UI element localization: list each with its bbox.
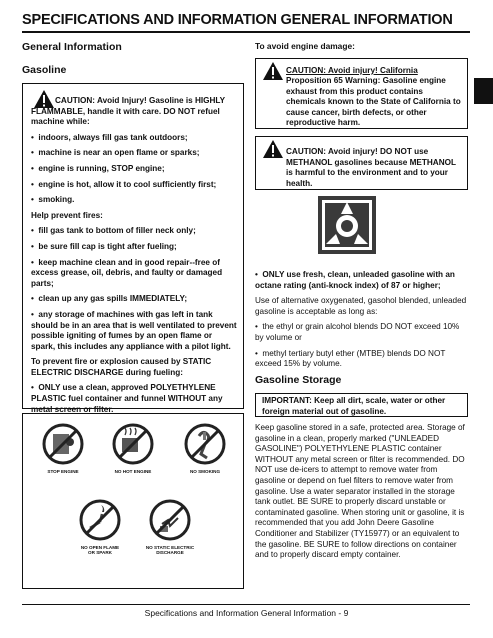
prop65-caution-heading: CAUTION: Avoid injury! California — [286, 66, 418, 75]
no-open-flame-label: NO OPEN FLAME OR SPARK — [80, 545, 120, 555]
gasoline-caution-box — [22, 83, 244, 414]
prop65-caution-box — [255, 58, 468, 129]
fire-bullet: • any storage of machines with gas left in tank should be in an area that is well ventilated to prevent possible igniting of fumes by an open flame or spark, this includes any appliance with a pilot light. — [31, 309, 237, 351]
no-static-electric-label: NO STATIC ELECTRIC DISCHARGE — [145, 545, 195, 555]
fire-bullet: • fill gas tank to bottom of filler neck only; — [31, 226, 196, 236]
unleaded-bullet: • ONLY use fresh, clean, unleaded gasoline with an octane rating (anti-knock index) of 87 or higher; — [255, 270, 455, 290]
safety-symbols-panel — [22, 413, 244, 589]
stop-engine-icon — [41, 422, 85, 466]
warning-triangle-icon — [262, 61, 284, 81]
environment-hazard-icon — [318, 196, 376, 254]
gasoline-heading: Gasoline — [22, 64, 67, 76]
ethyl-bullet: • the ethyl or grain alcohol blends DO NOT exceed 10% by volume or — [255, 322, 460, 342]
footer-rule — [22, 604, 470, 605]
no-hot-engine-label: NO HOT ENGINE — [114, 469, 152, 474]
fire-bullet: • keep machine clean and in good repair--free of excess grease, oil, debris, and faulty or damaged parts; — [31, 257, 223, 288]
stop-engine-label: STOP ENGINE — [47, 469, 79, 474]
refuel-bullet: • engine is running, STOP engine; — [31, 163, 165, 173]
engine-damage-heading: To avoid engine damage: — [255, 41, 355, 51]
methanol-warning-text: CAUTION: Avoid injury! DO NOT use METHANOL gasolines because METHANOL is harmful to the environment and to your health. — [286, 147, 456, 188]
no-open-flame-icon — [78, 498, 122, 542]
fire-bullet: • clean up any gas spills IMMEDIATELY; — [31, 294, 188, 304]
fire-bullet: • be sure fill cap is tight after fueling; — [31, 241, 177, 251]
storage-instructions: Keep gasoline stored in a safe, protected area. Storage of gasoline in a clean, properly marked ("UNLEADED GASOLINE") POLYETHYLENE PLASTIC container WITHOUT any metal screen or filter is recommended. DO NOT use de-icers to attempt to remove water from gasoline or depend on fuel filters to remove water from gasoline. Use a water separator installed in the storage tank outlet. BE SURE to properly discard unstable or contaminated gasoline. When storing unit or gasoline, it is recommended that you add John Deere Gasoline Conditioner and Stabilizer (TY15977) or an equivalent to the gasoline. BE SURE to follow directions on container and to properly discard empty container. — [255, 423, 465, 560]
no-hot-engine-icon — [111, 422, 155, 466]
refuel-bullet: • indoors, always fill gas tank outdoors; — [31, 132, 188, 142]
gasoline-caution-intro: CAUTION: Avoid Injury! Gasoline is HIGHLY FLAMMABLE, handle it with care. DO NOT refuel machine while: — [31, 96, 225, 127]
no-static-electric-icon — [148, 498, 192, 542]
methanol-caution-box — [255, 136, 468, 190]
prop65-warning-text: Proposition 65 Warning: Gasoline engine exhaust from this product contains chemicals known to the State of California to cause cancer, birth defects, or other reproductive harm. — [286, 76, 461, 128]
refuel-bullet: • engine is hot, allow it to cool sufficiently first; — [31, 179, 217, 189]
page-footer: Specifications and Information General Information - 9 — [144, 608, 349, 618]
important-box — [255, 393, 468, 417]
header-rule — [22, 31, 470, 33]
refuel-bullet: • machine is near an open flame or sparks; — [31, 148, 200, 158]
alternative-fuels-text: Use of alternative oxygenated, gasohol blended, unleaded gasoline is acceptable as long as: — [255, 296, 467, 316]
important-text: IMPORTANT: Keep all dirt, scale, water or other foreign material out of gasoline. — [262, 396, 446, 416]
no-smoking-icon — [183, 422, 227, 466]
fuel-requirements — [255, 270, 467, 370]
gasoline-storage-heading: Gasoline Storage — [255, 374, 342, 386]
no-smoking-label: NO SMOKING — [189, 469, 221, 474]
warning-triangle-icon — [262, 139, 284, 159]
refuel-bullet: • smoking. — [31, 195, 75, 205]
section-tab-marker — [474, 78, 493, 104]
static-discharge-intro: To prevent fire or explosion caused by STATIC ELECTRIC DISCHARGE during fueling: — [31, 357, 212, 377]
static-bullet: • ONLY use a clean, approved POLYETHYLENE PLASTIC fuel container and funnel WITHOUT any metal screen or filter. — [31, 383, 223, 414]
general-information-heading: General Information — [22, 41, 122, 53]
help-prevent-fires: Help prevent fires: — [31, 210, 103, 220]
page-title: SPECIFICATIONS AND INFORMATION GENERAL INFORMATION — [22, 12, 453, 28]
mtbe-bullet: • methyl tertiary butyl ether (MTBE) blends DO NOT exceed 15% by volume. — [255, 348, 446, 369]
